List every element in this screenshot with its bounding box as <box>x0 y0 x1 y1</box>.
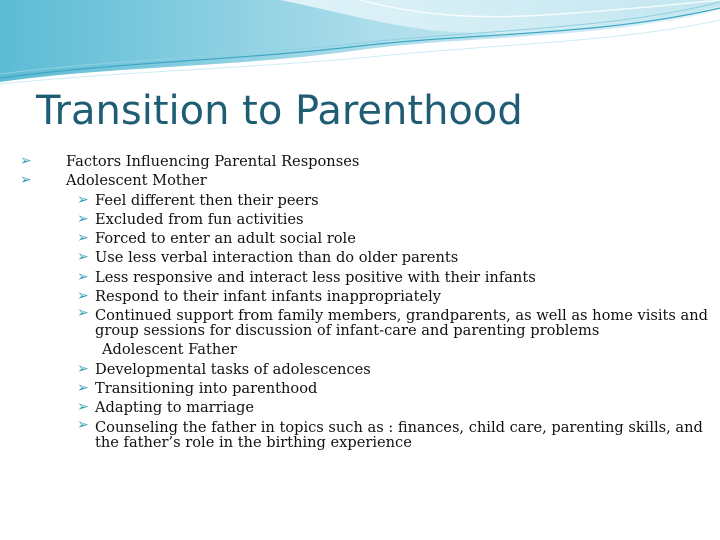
arrow-bullet-icon: ➢ <box>77 416 89 433</box>
list-item <box>20 152 710 171</box>
list-item <box>20 191 710 210</box>
arrow-bullet-icon: ➢ <box>20 153 32 169</box>
arrow-bullet-icon: ➢ <box>77 191 89 208</box>
list-item <box>20 248 710 267</box>
list-item <box>20 379 710 398</box>
arrow-bullet-icon: ➢ <box>77 360 89 377</box>
list-item-text: Adapting to marriage <box>95 399 254 417</box>
list-item <box>20 418 710 452</box>
list-item-text: Less responsive and interact less positive with their infants <box>95 268 536 286</box>
list-item-text: Feel different then their peers <box>95 191 319 209</box>
list-item <box>20 398 710 417</box>
arrow-bullet-icon: ➢ <box>77 230 89 247</box>
list-item-text: Use less verbal interaction than do older parents <box>95 249 459 267</box>
list-item-text: Respond to their infant infants inappropriately <box>95 288 442 306</box>
decorative-wave-banner <box>0 0 720 90</box>
arrow-bullet-icon: ➢ <box>77 288 89 305</box>
list-item-text: Excluded from fun activities <box>95 210 304 228</box>
list-item <box>20 306 710 340</box>
list-item <box>20 171 710 190</box>
list-item-text: Developmental tasks of adolescences <box>95 360 371 378</box>
list-item-text: Counseling the father in topics such as : finances, child care, parenting skills, and the father’s role in the birthing experience <box>95 418 703 451</box>
list-item <box>20 287 710 306</box>
list-item-text: Transitioning into parenthood <box>95 379 318 397</box>
arrow-bullet-icon: ➢ <box>77 249 89 266</box>
list-item-text: Adolescent Father <box>102 341 237 359</box>
arrow-bullet-icon: ➢ <box>77 305 89 322</box>
list-item-text: Adolescent Mother <box>66 172 207 190</box>
list-item-text: Continued support from family members, grandparents, as well as home visits and group sessions for discussion of infant-care and parenting problems <box>95 307 708 340</box>
arrow-bullet-icon: ➢ <box>77 268 89 285</box>
arrow-bullet-icon: ➢ <box>77 210 89 227</box>
list-item-text: Factors Influencing Parental Responses <box>66 153 360 170</box>
list-item <box>20 229 710 248</box>
list-item <box>20 210 710 229</box>
arrow-bullet-icon: ➢ <box>77 399 89 416</box>
slide-title: Transition to Parenthood <box>36 88 523 134</box>
list-item <box>20 268 710 287</box>
list-item <box>20 340 710 359</box>
bullet-list <box>20 152 710 452</box>
arrow-bullet-icon: ➢ <box>77 379 89 396</box>
list-item-text: Forced to enter an adult social role <box>95 230 356 248</box>
arrow-bullet-icon: ➢ <box>20 172 32 189</box>
list-item <box>20 360 710 379</box>
